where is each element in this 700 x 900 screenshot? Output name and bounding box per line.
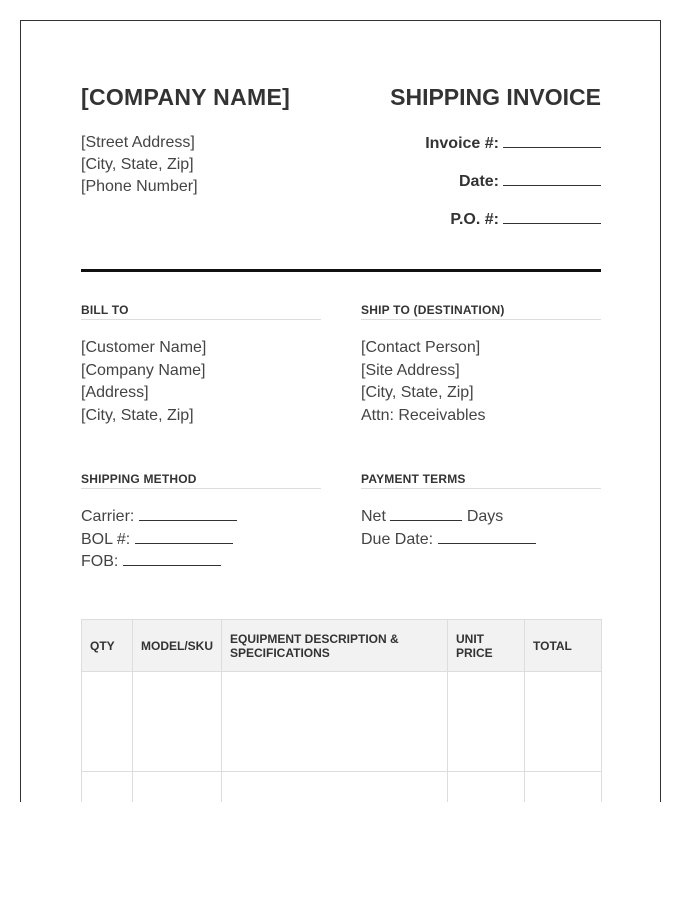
net-label: Net [361,508,386,525]
column-header-model-sku: MODEL/SKU [133,620,222,672]
column-header-description: EQUIPMENT DESCRIPTION & SPECIFICATIONS [222,620,448,672]
table-row [82,672,602,772]
table-cell[interactable] [133,772,222,803]
ship-to-heading: SHIP TO (DESTINATION) [361,303,601,320]
company-address [81,132,198,198]
shipping-method-section [81,472,321,574]
bill-to-line: [Company Name] [81,361,206,379]
table-cell[interactable] [222,772,448,803]
ship-to-line: [City, State, Zip] [361,384,474,401]
date-row [425,173,601,211]
po-number-row [425,211,601,249]
due-date-row [361,529,601,552]
shipping-method-body [81,506,321,574]
company-name: [COMPANY NAME] [81,84,291,110]
payment-terms-body [361,506,601,551]
due-date-label: Due Date: [361,530,434,548]
due-date-field[interactable] [438,531,536,544]
table-cell[interactable] [222,672,448,772]
fob-field[interactable] [123,553,221,566]
column-header-unit-price: UNIT PRICE [448,620,525,672]
table-row [82,772,602,803]
days-label: Days [466,508,504,525]
document-title: SHIPPING INVOICE [390,84,601,110]
shipping-method-heading: SHIPPING METHOD [81,472,321,489]
fob-label: FOB: [81,553,119,570]
po-number-label: P.O. #: [450,211,499,228]
carrier-row [81,506,321,529]
street-address: [Street Address] [81,134,195,151]
ship-to-line: [Site Address] [361,361,460,379]
date-label: Date: [458,173,499,190]
city-state-zip: [City, State, Zip] [81,156,194,173]
po-number-field[interactable] [503,211,601,224]
ship-to-body [361,337,601,427]
bill-to-body [81,337,321,427]
carrier-label: Carrier: [81,508,135,525]
payment-terms-section [361,472,601,551]
bol-field[interactable] [135,531,233,544]
net-days-row [361,506,601,529]
invoice-meta [425,135,601,249]
date-field[interactable] [503,173,601,186]
bill-to-heading: BILL TO [81,303,321,320]
header-divider [81,269,601,272]
carrier-field[interactable] [139,508,237,521]
table-cell[interactable] [82,672,133,772]
invoice-number-row [425,135,601,173]
table-cell[interactable] [133,672,222,772]
column-header-total: TOTAL [525,620,602,672]
bill-to-line: [Address] [81,384,149,401]
net-days-field[interactable] [390,508,462,521]
table-cell[interactable] [525,672,602,772]
fob-row [81,551,321,574]
ship-to-section [361,303,601,427]
phone-number: [Phone Number] [81,178,198,195]
table-cell[interactable] [448,772,525,803]
bill-to-section [81,303,321,427]
bol-label: BOL #: [81,530,131,548]
table-cell[interactable] [448,672,525,772]
line-items-table [81,619,602,802]
column-header-qty: QTY [82,620,133,672]
bill-to-line: [City, State, Zip] [81,406,194,424]
table-header-row [82,620,602,672]
invoice-number-label: Invoice #: [425,135,499,152]
bol-row [81,529,321,552]
ship-to-line: [Contact Person] [361,339,481,356]
ship-to-line: Attn: Receivables [361,406,486,424]
bill-to-line: [Customer Name] [81,339,207,356]
table-cell[interactable] [82,772,133,803]
payment-terms-heading: PAYMENT TERMS [361,472,601,489]
invoice-page [20,20,661,802]
invoice-number-field[interactable] [503,135,601,148]
table-cell[interactable] [525,772,602,803]
